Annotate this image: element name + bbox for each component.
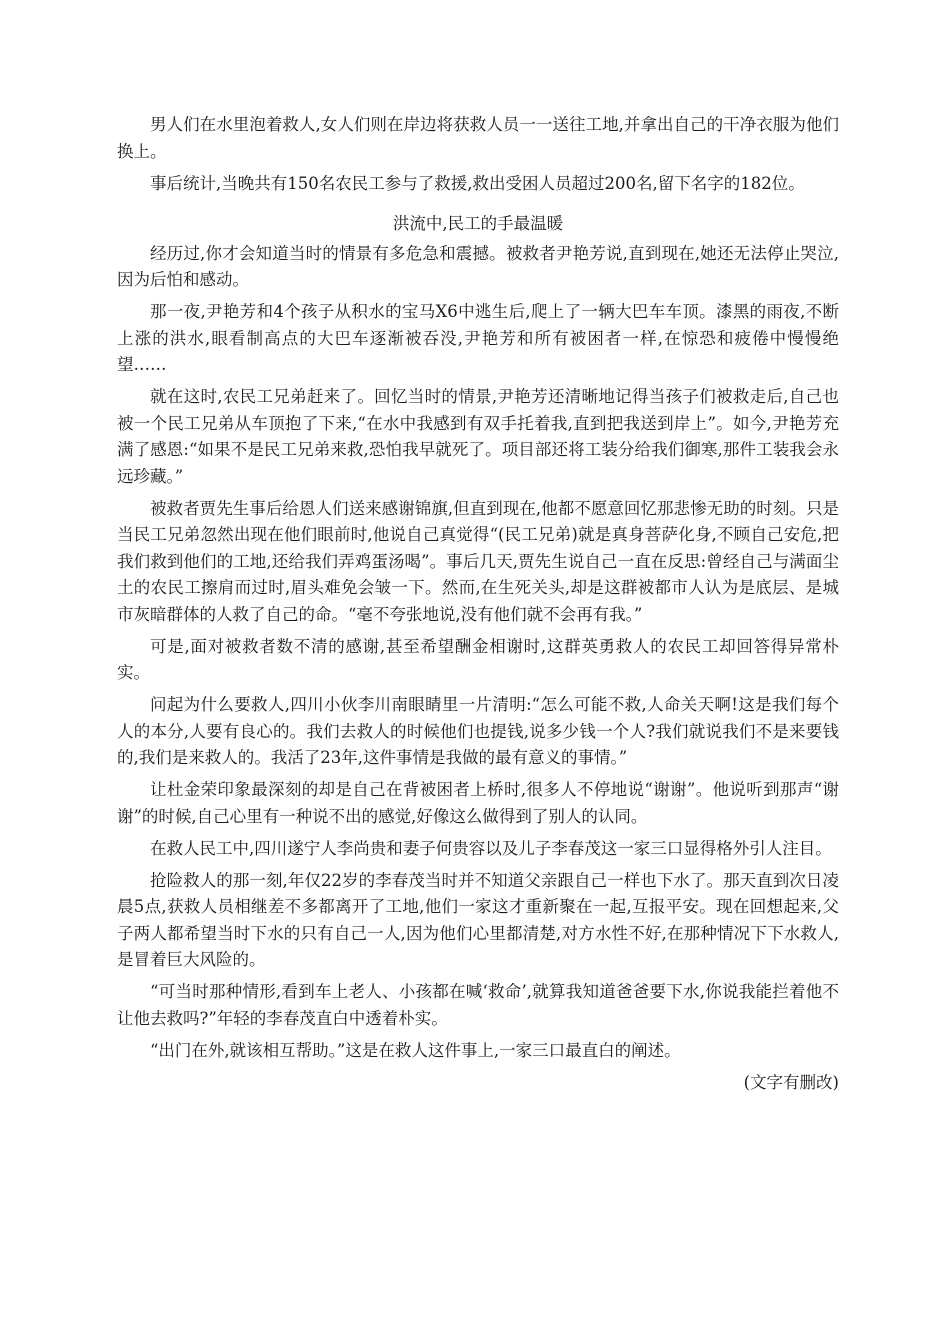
document-page — [117, 112, 839, 1096]
paragraph: 可是,面对被救者数不清的感谢,甚至希望酬金相谢时,这群英勇救人的农民工却回答得异常朴实。 — [117, 636, 839, 682]
paragraph: “可当时那种情形,看到车上老人、小孩都在喊‘救命’,就算我知道爸爸要下水,你说我能拦着他不让他去救吗?”年轻的李春茂直白中透着朴实。 — [117, 982, 839, 1028]
paragraph: 抢险救人的那一刻,年仅22岁的李春茂当时并不知道父亲跟自己一样也下水了。那天直到次日凌晨5点,获救人员相继差不多都离开了工地,他们一家这才重新聚在一起,互报平安。现在回想起来,父子两人都希望当时下水的只有自己一人,因为他们心里都清楚,对方水性不好,在那种情况下下水救人,是冒着巨大风险的。 — [117, 870, 839, 969]
paragraph: 男人们在水里泡着救人,女人们则在岸边将获救人员一一送往工地,并拿出自己的干净衣服为他们换上。 — [117, 115, 839, 161]
paragraph: 被救者贾先生事后给恩人们送来感谢锦旗,但直到现在,他都不愿意回忆那悲惨无助的时刻。只是当民工兄弟忽然出现在他们眼前时,他说自己真觉得“(民工兄弟)就是真身菩萨化身,不顾自己安危,把我们救到他们的工地,还给我们弄鸡蛋汤喝”。事后几天,贾先生说自己一直在反思:曾经自己与满面尘土的农民工擦肩而过时,眉头难免会皱一下。然而,在生死关头,却是这群被都市人认为是底层、是城市灰暗群体的人救了自己的命。“毫不夸张地说,没有他们就不会再有我。” — [117, 498, 839, 624]
paragraph: 事后统计,当晚共有150名农民工参与了救援,救出受困人员超过200名,留下名字的182位。 — [150, 173, 805, 193]
paragraph: 就在这时,农民工兄弟赶来了。回忆当时的情景,尹艳芳还清晰地记得当孩子们被救走后,自己也被一个民工兄弟从车顶抱了下来,“在水中我感到有双手托着我,直到把我送到岸上”。如今,尹艳芳充满了感恩:“如果不是民工兄弟来救,恐怕我早就死了。项目部还将工装分给我们御寒,那件工装我会永远珍藏。” — [117, 387, 839, 486]
paragraph: 问起为什么要救人,四川小伙李川南眼睛里一片清明:“怎么可能不救,人命关天啊!这是我们每个人的本分,人要有良心的。我们去救人的时候他们也提钱,说多少钱一个人?我们就说我们不是来要钱的,我们是来救人的。我活了23年,这件事情是我做的最有意义的事情。” — [117, 695, 839, 767]
paragraph: “出门在外,就该相互帮助。”这是在救人这件事上,一家三口最直白的阐述。 — [150, 1040, 681, 1060]
section-heading: 洪流中,民工的手最温暖 — [392, 214, 564, 233]
paragraph: 在救人民工中,四川遂宁人李尚贵和妻子何贵容以及儿子李春茂这一家三口显得格外引人注目。 — [150, 838, 832, 858]
paragraph: 让杜金荣印象最深刻的却是自己在背被困者上桥时,很多人不停地说“谢谢”。他说听到那声“谢谢”的时候,自己心里有一种说不出的感觉,好像这么做得到了别人的认同。 — [117, 780, 839, 826]
editor-note: (文字有删改) — [743, 1072, 839, 1092]
paragraph: 经历过,你才会知道当时的情景有多危急和震撼。被救者尹艳芳说,直到现在,她还无法停止哭泣,因为后怕和感动。 — [117, 243, 839, 289]
paragraph: 那一夜,尹艳芳和4个孩子从积水的宝马X6中逃生后,爬上了一辆大巴车车顶。漆黑的雨夜,不断上涨的洪水,眼看制高点的大巴车逐渐被吞没,尹艳芳和所有被困者一样,在惊恐和疲倦中慢慢绝望…… — [117, 302, 839, 374]
